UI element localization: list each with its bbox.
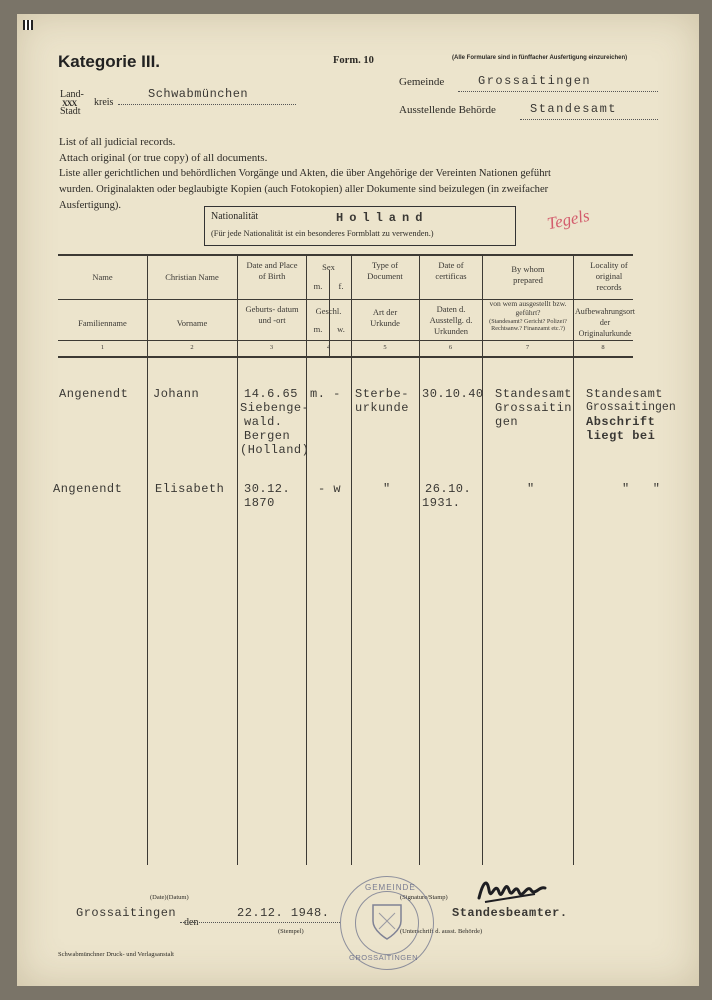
col-5-en: Type of Document [367,260,403,281]
col-6-en: Date of certificas [435,260,467,281]
official-stamp [340,876,434,970]
row1-name: Angenendt [59,387,129,401]
col-1-number: 1 [100,344,105,351]
copies-note: (Alle Formulare sind in fünffacher Ausfertigung einzureichen) [452,55,628,61]
col-3-de: Geburts- datum und -ort [245,304,299,325]
col-8-en: Locality of original records [590,260,628,292]
numbers-bottom-rule [58,356,633,358]
col-1-de: Familienname [78,318,127,328]
form-number: Form. 10 [333,55,374,66]
row1-type-1: Sterbe- [355,387,409,401]
date-underline [180,922,340,923]
signature-scrawl [475,872,555,908]
row1-loc-1: Standesamt [586,387,664,401]
sex-sub-w2: w. [337,324,345,334]
col-4-de: Geschl. [315,306,342,316]
signature-label: (Signature/Stamp) [400,894,448,901]
row2-loc: " " [622,482,661,496]
row1-by-2: Grossaitin [495,401,573,415]
col-2-en: Christian Name [165,272,219,282]
table-top-rule [58,254,633,256]
header-bottom-rule [58,340,633,341]
row2-birth-1: 30.12. [244,482,291,496]
land-struck: XXX [62,99,77,108]
nationality-value: Holland [336,211,429,225]
coat-of-arms-icon [371,903,403,941]
row1-birth-3: wald. [244,415,283,429]
gemeinde-label: Gemeinde [399,76,445,88]
stamp-top-text: GEMEINDE [365,883,416,892]
col-5-number: 5 [383,344,387,351]
col-7-number: 7 [525,344,530,351]
row2-type: " [383,482,391,496]
sex-sub-m1: m. [313,281,323,291]
nationality-note: (Für jede Nationalität ist ein besonderes Formblatt zu verwenden.) [211,229,434,238]
instruction-4: wurden. Originalakten oder beglaubigte Kopien (auch Fotokopien) aller Dokumente sind beizulegen (in zweifacher [59,184,549,195]
row1-birth-1: 14.6.65 [244,387,298,401]
row1-birth-4: Bergen [244,429,291,443]
col-4-number: 4 [326,344,331,351]
col-6-number: 6 [448,344,453,351]
col-6-de: Daten d. Ausstellg. d. Urkunden [429,304,473,336]
row2-date-1: 26.10. [425,482,472,496]
official-title: Standesbeamter. [452,906,568,920]
signing-date: 22.12. 1948. [237,906,330,920]
col-2-de: Vorname [176,318,208,328]
behoerde-label: Ausstellende Behörde [399,104,496,116]
behoerde-underline [520,119,658,120]
col-4-en: Sex [322,262,335,272]
row2-first: Elisabeth [155,482,225,496]
date-label: (Date)(Datum) [150,894,189,901]
stamp-bottom-text: GROSSAITINGEN [349,953,419,962]
kreis-underline [118,104,296,105]
sex-sub-m2: m. [313,324,323,334]
sex-sub-f1: f. [338,281,344,291]
instruction-3: Liste aller gerichtlichen und behördlichen Vorgänge und Akten, die über Angehörige der Vereinten Nationen geführt [59,168,551,179]
calibration-mark [23,20,33,30]
place: Grossaitingen [76,906,177,920]
row1-first: Johann [153,387,200,401]
nationality-label: Nationalität [211,211,259,222]
category-title: Kategorie III. [58,52,161,71]
row1-by-1: Standesamt [495,387,573,401]
col-7-de: von wem ausgestellt bzw. geführt? [489,299,567,317]
row2-date-2: 1931. [422,496,461,510]
row2-sex: - w [318,482,342,496]
row2-name: Angenendt [53,482,123,496]
col-3-en: Date and Place of Birth [246,260,298,281]
margin-mark: Tegels [545,205,592,234]
row1-birth-2: Siebenge- [240,401,310,415]
row1-by-3: gen [495,415,519,429]
gemeinde-value: Grossaitingen [478,74,592,88]
row1-loc-4: liegt bei [586,429,656,443]
col-8-de: Aufbewahrungsort der Originalurkunde [575,307,635,338]
row1-birth-5: (Holland) [240,443,310,457]
col-7-note: (Standesamt? Gericht? Polizei? Rechtsanw.? Finanzamt etc.?) [489,318,567,332]
row1-loc-2: Grossaitingen [586,401,676,414]
col-8-number: 8 [601,344,605,351]
stempel-label: (Stempel) [278,928,304,935]
unterschrift-label: (Unterschrift d. ausst. Behörde) [400,928,483,935]
instruction-2: Attach original (or true copy) of all documents. [59,152,268,164]
kreis-value: Schwabmünchen [148,87,249,101]
den-label: den [184,917,199,928]
col-7-en: By whom prepared [511,264,545,285]
row1-type-2: urkunde [355,401,409,415]
instruction-1: List of all judicial records. [59,136,176,148]
gemeinde-underline [458,91,658,92]
row2-birth-2: 1870 [244,496,275,510]
row1-loc-3: Abschrift [586,415,656,429]
kreis-label: kreis [94,97,114,108]
col-5-de: Art der Urkunde [370,307,400,328]
col-3-number: 3 [269,344,274,351]
row2-by: " [527,482,535,496]
printer-credit: Schwabmünchner Druck- und Verlagsanstalt [58,951,174,958]
col-2-number: 2 [190,344,194,351]
row1-sex: m. - [310,387,341,401]
row1-date: 30.10.40 [422,387,484,401]
behoerde-value: Standesamt [530,102,618,116]
stadt-label: Stadt [60,106,81,117]
col-1-en: Name [92,272,113,282]
instruction-5: Ausfertigung). [59,200,122,211]
land-label: Land- [60,89,84,100]
